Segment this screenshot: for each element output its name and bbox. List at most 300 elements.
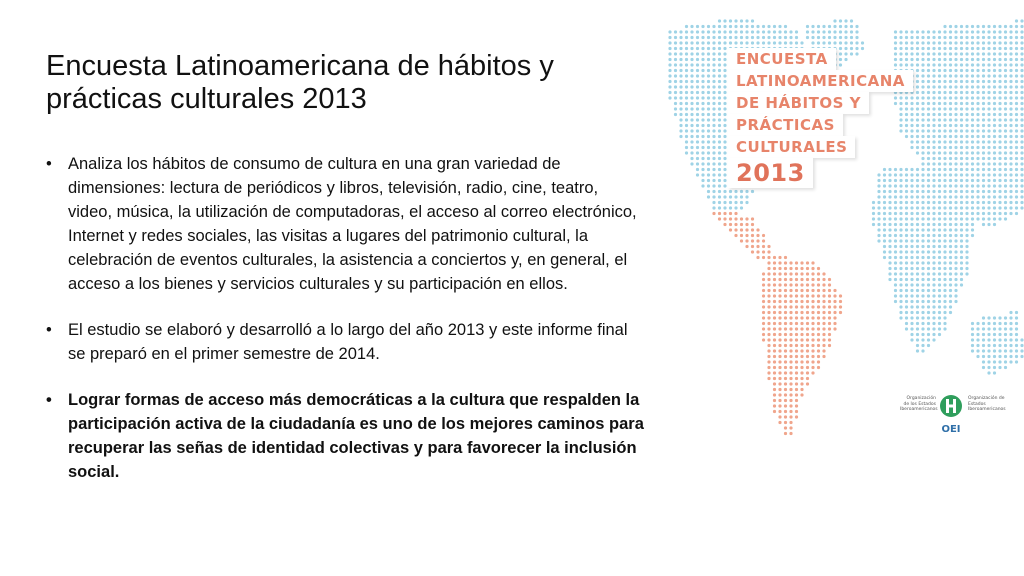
map-dot [674,69,677,72]
map-dot [1009,36,1012,39]
map-dot [817,25,820,28]
map-dot [789,305,792,308]
map-dot [987,47,990,50]
map-dot [938,91,941,94]
map-dot [960,179,963,182]
map-dot [679,58,682,61]
map-dot [696,118,699,121]
map-dot [1020,25,1023,28]
map-dot [723,190,726,193]
map-dot [773,399,776,402]
map-dot [800,261,803,264]
map-dot [987,223,990,226]
map-dot [712,41,715,44]
map-dot [954,30,957,33]
map-dot [1004,151,1007,154]
map-dot [943,146,946,149]
map-dot [707,129,710,132]
poster-year: 2013 [728,158,813,188]
map-dot [734,212,737,215]
map-dot [954,272,957,275]
map-dot [987,91,990,94]
map-dot [960,234,963,237]
map-dot [734,190,737,193]
map-dot [932,267,935,270]
map-dot [938,58,941,61]
map-dot [778,371,781,374]
map-dot [954,91,957,94]
poster-line: ENCUESTA [728,48,836,70]
map-dot [795,322,798,325]
map-dot [1015,36,1018,39]
map-dot [921,311,924,314]
map-dot [949,63,952,66]
map-dot [949,190,952,193]
map-dot [685,140,688,143]
map-dot [729,195,732,198]
map-dot [817,322,820,325]
map-dot [987,371,990,374]
map-dot [718,107,721,110]
map-dot [987,366,990,369]
map-dot [949,74,952,77]
map-dot [927,96,930,99]
map-dot [795,344,798,347]
map-dot [976,107,979,110]
map-dot [828,41,831,44]
map-dot [789,393,792,396]
map-dot [1004,124,1007,127]
map-dot [965,80,968,83]
map-dot [762,272,765,275]
map-dot [998,162,1001,165]
map-dot [789,410,792,413]
map-dot [965,69,968,72]
map-dot [938,289,941,292]
map-dot [767,349,770,352]
map-dot [971,47,974,50]
map-dot [1015,162,1018,165]
map-dot [943,168,946,171]
map-dot [910,217,913,220]
map-dot [899,311,902,314]
map-dot [811,25,814,28]
map-dot [707,168,710,171]
map-dot [938,157,941,160]
map-dot [723,168,726,171]
map-dot [1009,30,1012,33]
map-dot [883,223,886,226]
map-dot [1015,184,1018,187]
map-dot [773,366,776,369]
map-dot [778,289,781,292]
map-dot [993,206,996,209]
map-dot [982,316,985,319]
map-dot [982,85,985,88]
map-dot [707,91,710,94]
map-dot [932,179,935,182]
map-dot [734,223,737,226]
map-dot [943,190,946,193]
map-dot [806,344,809,347]
map-dot [1020,157,1023,160]
map-dot [707,30,710,33]
map-dot [932,184,935,187]
map-dot [712,58,715,61]
map-dot [701,151,704,154]
map-dot [976,58,979,61]
map-dot [674,91,677,94]
map-dot [718,212,721,215]
map-dot [756,245,759,248]
map-dot [734,30,737,33]
map-dot [795,338,798,341]
map-dot [971,36,974,39]
map-dot [932,140,935,143]
map-dot [745,190,748,193]
map-dot [916,184,919,187]
map-dot [971,228,974,231]
map-dot [938,245,941,248]
map-dot [685,85,688,88]
map-dot [806,311,809,314]
map-dot [916,124,919,127]
map-dot [828,278,831,281]
map-dot [745,245,748,248]
map-dot [938,201,941,204]
map-dot [960,140,963,143]
map-dot [789,311,792,314]
map-dot [707,85,710,88]
map-dot [789,355,792,358]
map-dot [982,118,985,121]
map-dot [976,47,979,50]
map-dot [751,36,754,39]
map-dot [789,261,792,264]
map-dot [899,217,902,220]
map-dot [932,327,935,330]
map-dot [784,278,787,281]
map-dot [762,239,765,242]
map-dot [822,272,825,275]
map-dot [883,201,886,204]
map-dot [701,96,704,99]
map-dot [806,283,809,286]
map-dot [982,91,985,94]
map-dot [718,129,721,132]
map-dot [987,124,990,127]
map-dot [701,102,704,105]
map-dot [762,338,765,341]
map-dot [1004,355,1007,358]
map-dot [949,195,952,198]
map-dot [938,333,941,336]
map-dot [685,47,688,50]
map-dot [723,107,726,110]
map-dot [943,283,946,286]
map-dot [762,256,765,259]
map-dot [712,25,715,28]
map-dot [888,256,891,259]
map-dot [932,195,935,198]
map-dot [960,129,963,132]
map-dot [712,85,715,88]
map-dot [751,190,754,193]
map-dot [938,300,941,303]
map-dot [712,173,715,176]
map-dot [949,272,952,275]
map-dot [795,410,798,413]
map-dot [932,289,935,292]
map-dot [960,52,963,55]
map-dot [910,212,913,215]
oei-logo-label: OEI [941,424,961,435]
map-dot [674,47,677,50]
map-dot [679,91,682,94]
map-dot [789,278,792,281]
map-dot [927,322,930,325]
map-dot [960,267,963,270]
map-dot [773,272,776,275]
map-dot [910,41,913,44]
map-dot [723,135,726,138]
map-dot [932,212,935,215]
map-dot [690,107,693,110]
map-dot [943,300,946,303]
map-dot [789,41,792,44]
map-dot [1020,162,1023,165]
map-dot [899,294,902,297]
map-dot [938,195,941,198]
map-dot [949,201,952,204]
map-dot [954,179,957,182]
map-dot [762,294,765,297]
map-dot [932,256,935,259]
map-dot [696,80,699,83]
map-dot [696,129,699,132]
map-dot [696,52,699,55]
map-dot [1009,113,1012,116]
map-dot [971,195,974,198]
map-dot [789,272,792,275]
map-dot [1020,206,1023,209]
map-dot [811,289,814,292]
map-dot [954,206,957,209]
map-dot [910,206,913,209]
map-dot [888,212,891,215]
map-dot [976,190,979,193]
map-dot [993,179,996,182]
map-dot [668,47,671,50]
map-dot [756,250,759,253]
map-dot [674,80,677,83]
map-dot [789,360,792,363]
map-dot [971,129,974,132]
map-dot [1009,52,1012,55]
map-dot [921,261,924,264]
map-dot [1004,113,1007,116]
map-dot [916,91,919,94]
map-dot [960,102,963,105]
map-dot [921,245,924,248]
map-dot [707,25,710,28]
map-dot [668,69,671,72]
map-dot [971,168,974,171]
map-dot [690,74,693,77]
map-dot [927,278,930,281]
map-dot [740,223,743,226]
map-dot [993,52,996,55]
map-dot [943,294,946,297]
map-dot [927,245,930,248]
map-dot [795,267,798,270]
map-dot [712,63,715,66]
map-dot [778,377,781,380]
map-dot [707,124,710,127]
map-dot [943,69,946,72]
map-dot [971,58,974,61]
map-dot [993,96,996,99]
map-dot [811,294,814,297]
map-dot [767,256,770,259]
map-dot [712,168,715,171]
map-dot [971,124,974,127]
map-dot [932,300,935,303]
map-dot [828,316,831,319]
map-dot [723,179,726,182]
map-dot [905,30,908,33]
map-dot [971,69,974,72]
map-dot [734,36,737,39]
map-dot [899,239,902,242]
map-dot [1015,157,1018,160]
map-dot [943,179,946,182]
map-dot [668,52,671,55]
map-dot [927,223,930,226]
map-dot [998,338,1001,341]
map-dot [888,272,891,275]
map-dot [712,157,715,160]
map-dot [938,272,941,275]
map-dot [800,311,803,314]
map-dot [938,74,941,77]
map-dot [916,278,919,281]
map-dot [932,118,935,121]
map-dot [954,294,957,297]
map-dot [1009,63,1012,66]
map-dot [701,184,704,187]
map-dot [921,58,924,61]
map-dot [998,179,1001,182]
map-dot [883,206,886,209]
map-dot [751,19,754,22]
map-dot [701,173,704,176]
map-dot [811,338,814,341]
map-dot [1015,140,1018,143]
map-dot [723,58,726,61]
map-dot [668,85,671,88]
map-dot [905,206,908,209]
map-dot [899,256,902,259]
map-dot [696,107,699,110]
map-dot [811,371,814,374]
map-dot [927,74,930,77]
map-dot [756,41,759,44]
map-dot [965,201,968,204]
map-dot [949,294,952,297]
map-dot [811,366,814,369]
map-dot [806,377,809,380]
map-dot [1020,355,1023,358]
map-dot [806,382,809,385]
map-dot [949,168,952,171]
map-dot [954,63,957,66]
map-dot [954,107,957,110]
map-dot [784,36,787,39]
map-dot [751,30,754,33]
map-dot [971,113,974,116]
map-dot [828,36,831,39]
map-dot [949,234,952,237]
map-dot [943,195,946,198]
map-dot [811,349,814,352]
map-dot [734,19,737,22]
map-dot [833,294,836,297]
map-dot [927,190,930,193]
map-dot [745,239,748,242]
map-dot [965,113,968,116]
map-dot [745,228,748,231]
map-dot [690,69,693,72]
map-dot [712,124,715,127]
map-dot [960,168,963,171]
map-dot [899,289,902,292]
map-dot [712,113,715,116]
map-dot [762,316,765,319]
map-dot [894,239,897,242]
map-dot [982,179,985,182]
map-dot [685,151,688,154]
map-dot [993,30,996,33]
map-dot [729,223,732,226]
map-dot [668,58,671,61]
map-dot [800,344,803,347]
map-dot [954,234,957,237]
map-dot [773,305,776,308]
map-dot [696,30,699,33]
map-dot [690,85,693,88]
map-dot [987,173,990,176]
map-dot [976,124,979,127]
map-dot [696,151,699,154]
map-dot [1004,195,1007,198]
map-dot [993,223,996,226]
map-dot [949,212,952,215]
map-dot [971,322,974,325]
map-dot [954,201,957,204]
map-dot [932,30,935,33]
map-dot [685,80,688,83]
map-dot [938,140,941,143]
map-dot [762,333,765,336]
map-dot [795,305,798,308]
map-dot [993,107,996,110]
map-dot [943,140,946,143]
map-dot [938,267,941,270]
map-dot [982,360,985,363]
map-dot [789,388,792,391]
map-dot [751,245,754,248]
